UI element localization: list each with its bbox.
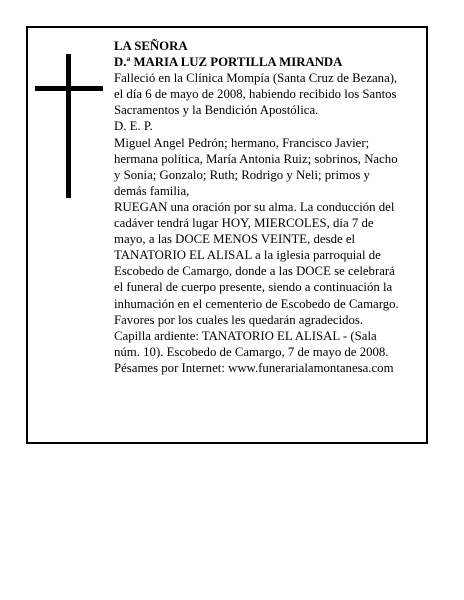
notice-line: mayo, a las DOCE MENOS VEINTE, desde el [114, 232, 356, 247]
notice-line: Miguel Angel Pedrón; hermano, Francisco Javier; [114, 135, 370, 150]
notice-line: el funeral de cuerpo presente, siendo a continuación la [114, 280, 393, 295]
notice-line: cadáver tendrá lugar HOY, MIERCOLES, día 7 de [114, 216, 374, 231]
notice-line: Capilla ardiente: TANATORIO EL ALISAL - (Sala [114, 328, 377, 343]
notice-heading: LA SEÑORA [114, 39, 188, 53]
notice-line: demás familia, [114, 183, 190, 198]
notice-line: y Sonia; Gonzalo; Ruth; Rodrigo y Neli; primos y [114, 167, 370, 182]
notice-line: D. E. P. [114, 119, 153, 134]
notice-line: el día 6 de mayo de 2008, habiendo recibido los Santos [114, 87, 397, 102]
obituary-text [114, 38, 418, 376]
notice-line: Pésames por Internet: www.funerarialamontanesa.com [114, 360, 394, 375]
notice-line: Falleció en la Clínica Mompía (Santa Cruz de Bezana), [114, 71, 398, 86]
notice-line: RUEGAN una oración por su alma. La conducción del [114, 199, 395, 214]
cross-icon-vertical [66, 54, 71, 198]
deceased-name: D.ª MARIA LUZ PORTILLA MIRANDA [114, 55, 343, 70]
notice-line: hermana política, María Antonia Ruiz; sobrinos, Nacho [114, 151, 398, 166]
cross-icon-horizontal [35, 86, 103, 91]
notice-line: Sacramentos y la Bendición Apostólica. [114, 103, 319, 118]
notice-line: TANATORIO EL ALISAL a la iglesia parroquial de [114, 248, 381, 263]
notice-line: inhumación en el cementerio de Escobedo de Camargo. [114, 296, 399, 311]
notice-line: Escobedo de Camargo, donde a las DOCE se celebrará [114, 264, 395, 279]
notice-line: Favores por los cuales les quedarán agradecidos. [114, 312, 364, 327]
notice-line: núm. 10). Escobedo de Camargo, 7 de mayo de 2008. [114, 344, 389, 359]
